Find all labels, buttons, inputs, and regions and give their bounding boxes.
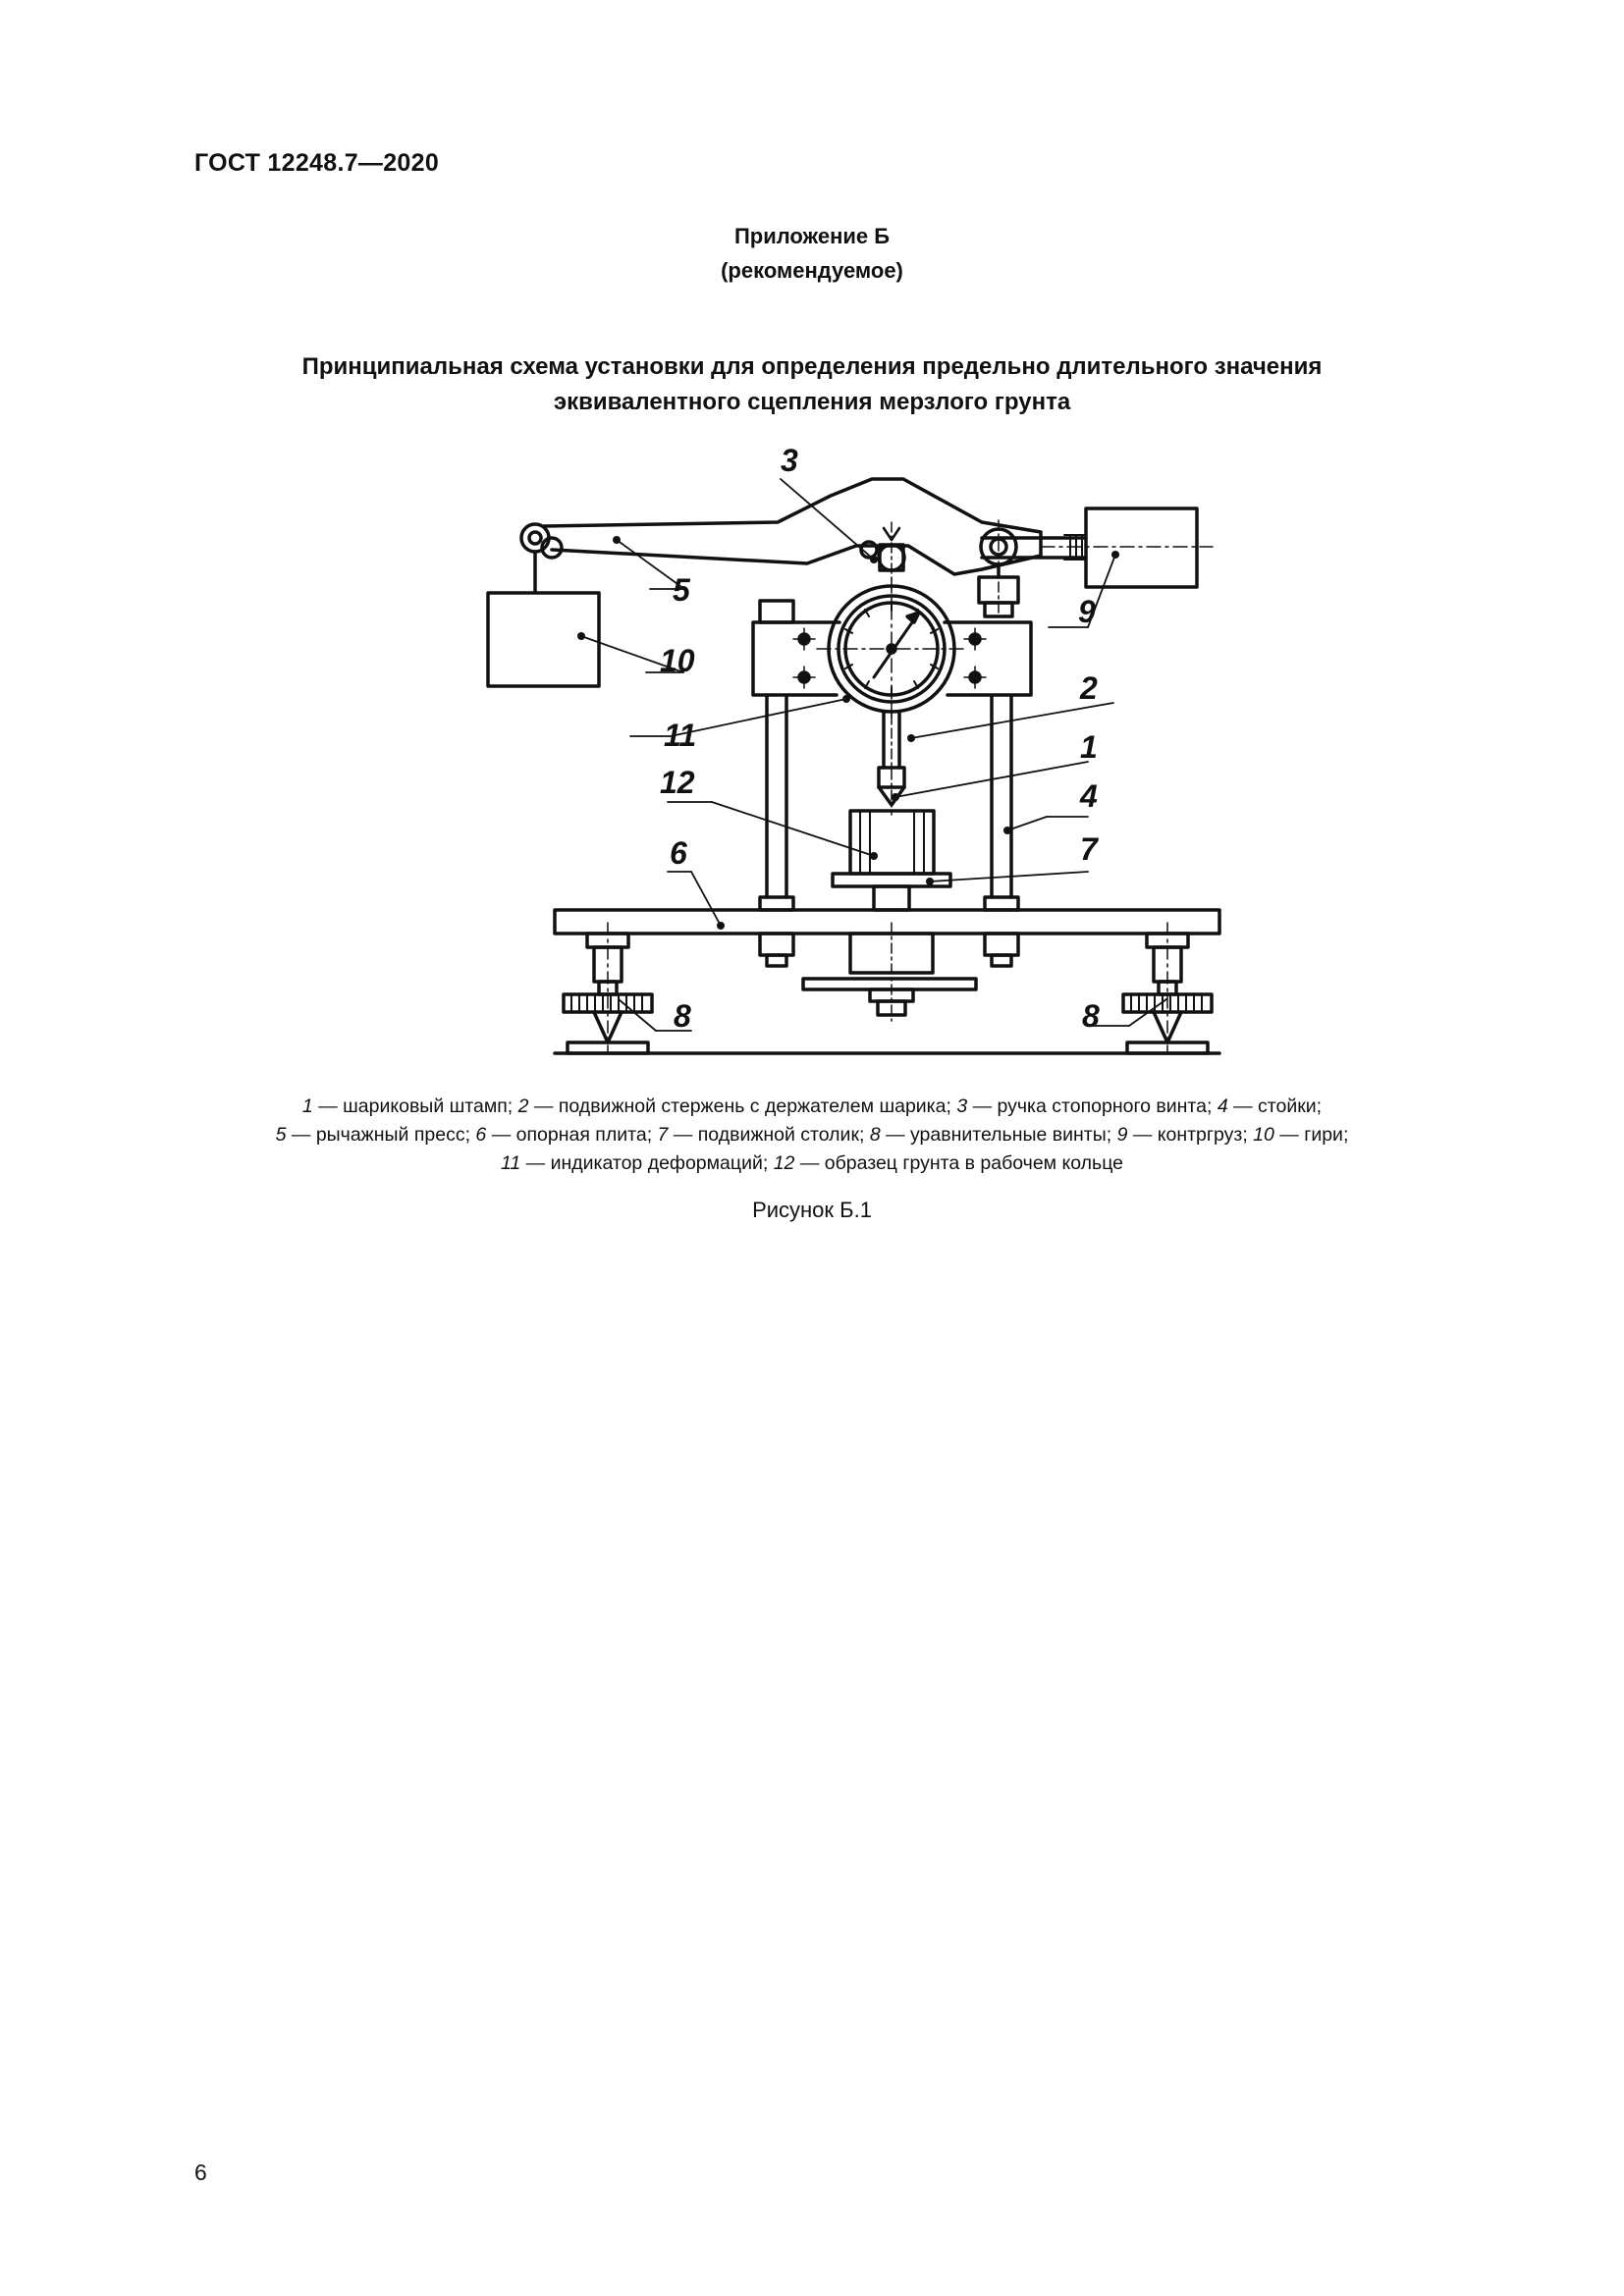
annex-status: (рекомендуемое) xyxy=(721,258,903,283)
left-column xyxy=(760,601,793,966)
legend-text: — образец грунта в рабочем кольце xyxy=(794,1152,1123,1174)
callout-4: 4 xyxy=(1080,778,1098,814)
leveling-screw-right xyxy=(1123,923,1212,1053)
legend-num: 4 xyxy=(1217,1095,1228,1117)
legend-text: — уравнительные винты; xyxy=(880,1124,1117,1146)
right-column xyxy=(985,697,1018,966)
moving-table xyxy=(803,874,976,1021)
callout-2: 2 xyxy=(1080,670,1098,706)
legend-num: 3 xyxy=(956,1095,968,1117)
legend-num: 1 xyxy=(301,1095,313,1117)
soil-sample xyxy=(850,811,934,874)
legend-text: — индикатор деформаций; xyxy=(520,1152,774,1174)
apparatus-diagram xyxy=(0,0,1624,1080)
document-header: ГОСТ 12248.7—2020 xyxy=(194,149,440,177)
legend-line-2 xyxy=(137,1121,1487,1149)
leader-dots xyxy=(577,536,1119,930)
base-plate xyxy=(555,910,1219,934)
legend-num: 5 xyxy=(275,1124,287,1146)
callout-3: 3 xyxy=(781,443,798,478)
legend-num: 6 xyxy=(475,1124,487,1146)
legend-num: 12 xyxy=(773,1152,795,1174)
callout-7: 7 xyxy=(1080,831,1098,867)
legend-line-3 xyxy=(137,1149,1487,1178)
legend-text: — контргруз; xyxy=(1127,1124,1254,1146)
figure-legend xyxy=(137,1093,1487,1178)
legend-text: — стойки; xyxy=(1227,1095,1323,1117)
legend-text: — ручка стопорного винта; xyxy=(967,1095,1218,1117)
legend-num: 11 xyxy=(500,1152,521,1174)
section-title-line-2: эквивалентного сцепления мерзлого грунта xyxy=(553,389,1071,415)
counterweight xyxy=(1041,508,1213,587)
annex-title: Приложение Б xyxy=(733,224,891,248)
legend-text: — подвижной столик; xyxy=(668,1124,870,1146)
leveling-screw-left xyxy=(564,923,652,1053)
legend-text: — подвижной стержень с держателем шарика; xyxy=(528,1095,957,1117)
callout-9: 9 xyxy=(1078,594,1096,629)
legend-num: 9 xyxy=(1116,1124,1128,1146)
legend-num: 8 xyxy=(869,1124,881,1146)
callout-12: 12 xyxy=(660,765,695,800)
page-number: 6 xyxy=(194,2160,207,2185)
legend-text: — гири; xyxy=(1273,1124,1349,1146)
legend-text: — шариковый штамп; xyxy=(312,1095,518,1117)
callout-8-right: 8 xyxy=(1082,998,1100,1034)
callout-1: 1 xyxy=(1080,729,1098,765)
legend-text: — опорная плита; xyxy=(486,1124,658,1146)
section-title-line-1: Принципиальная схема установки для определения предельно длительного значения xyxy=(301,353,1323,380)
legend-text: — рычажный пресс; xyxy=(286,1124,476,1146)
callout-8-left: 8 xyxy=(674,998,691,1034)
legend-line-1 xyxy=(137,1093,1487,1121)
callout-6: 6 xyxy=(670,835,687,871)
callout-5: 5 xyxy=(673,572,690,608)
figure-caption: Рисунок Б.1 xyxy=(752,1198,872,1222)
locking-screw-handle xyxy=(861,522,904,589)
legend-num: 7 xyxy=(657,1124,669,1146)
callout-11: 11 xyxy=(664,718,697,753)
legend-num: 2 xyxy=(517,1095,529,1117)
legend-num: 10 xyxy=(1253,1124,1274,1146)
callout-10: 10 xyxy=(660,643,695,678)
